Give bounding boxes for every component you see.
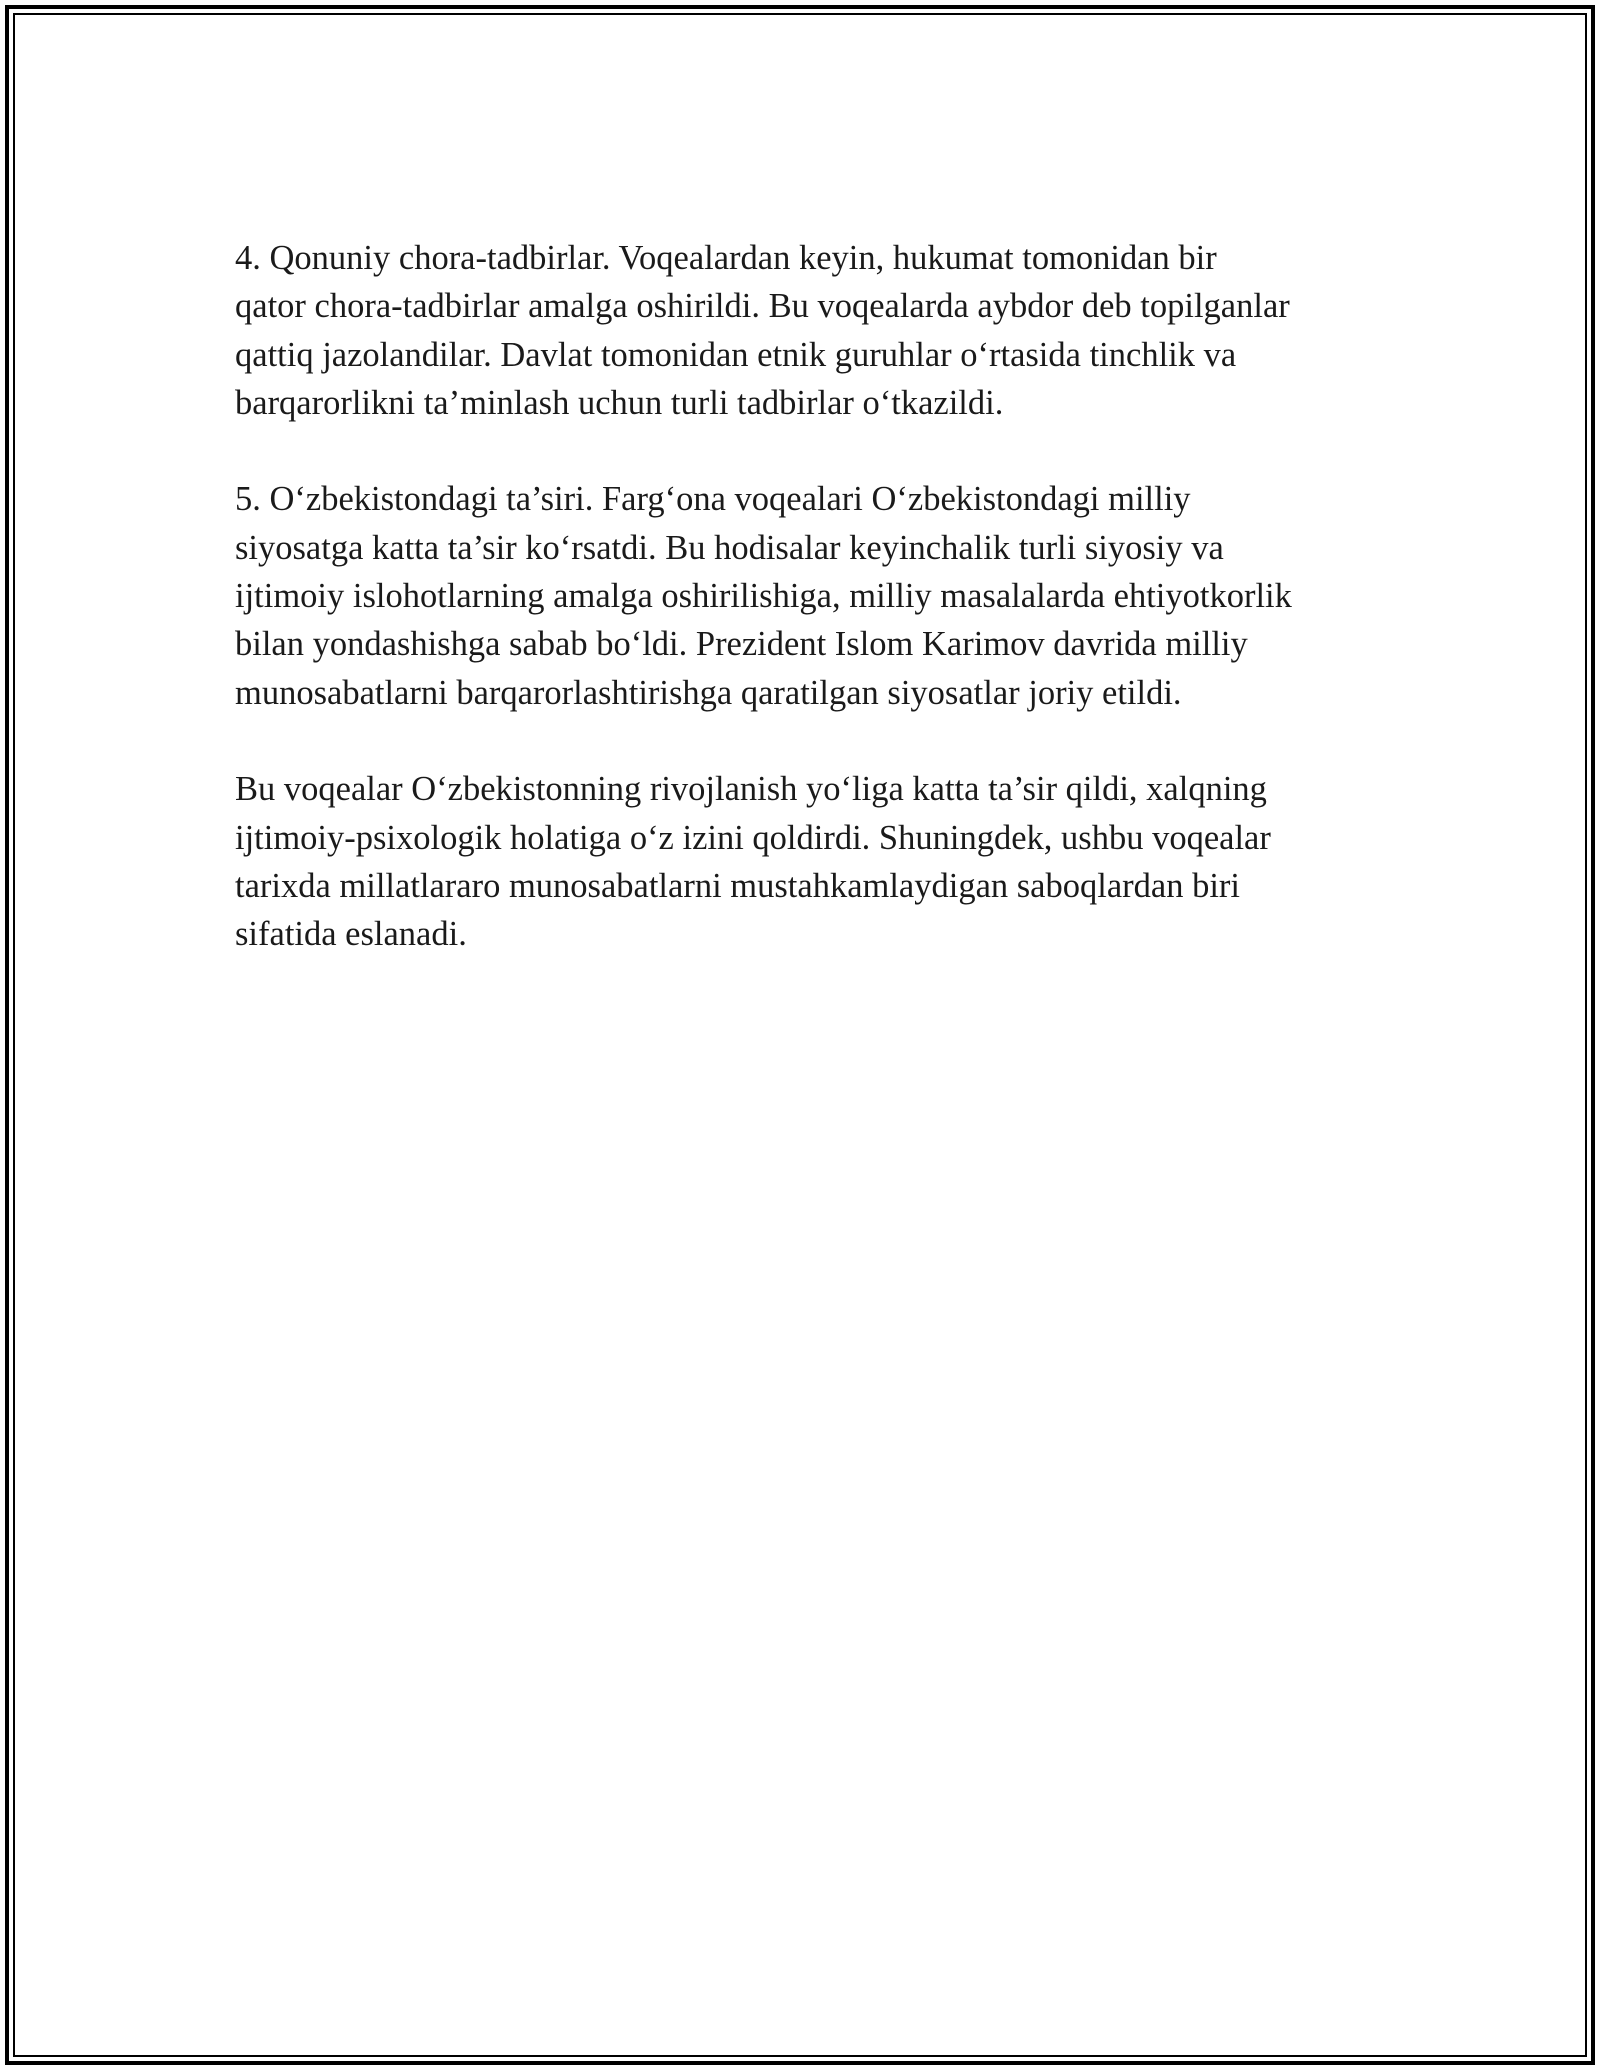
document-body — [235, 234, 1375, 1007]
paragraph-legal-measures: 4. Qonuniy chora-tadbirlar. Voqealardan keyin, hukumat tomonidan bir qator chora-tadbirlar amalga oshirildi. Bu voqealarda aybdor deb topilganlar qattiq jazolandilar. Davlat tomonidan etnik guruhlar o‘rtasida tinchlik va barqarorlikni ta’minlash uchun turli tadbirlar o‘tkazildi. — [235, 239, 1290, 422]
paragraph-conclusion: Bu voqealar O‘zbekistonning rivojlanish yo‘liga katta ta’sir qildi, xalqning ijtimoiy-psixologik holatiga o‘z izini qoldirdi. Shuningdek, ushbu voqealar tarixda millatlararo munosabatlarni mustahkamlaydigan saboqlardan biri sifatida eslanadi. — [235, 770, 1271, 954]
paragraph-impact-on-uzbekistan: 5. O‘zbekistondagi ta’siri. Farg‘ona voqealari O‘zbekistondagi milliy siyosatga katta ta’sir ko‘rsatdi. Bu hodisalar keyinchalik turli siyosiy va ijtimoiy islohotlarning amalga oshirilishiga, milliy masalalarda ehtiyotkorlik bilan yondashishga sabab bo‘ldi. Prezident Islom Karimov davrida milliy munosabatlarni barqarorlashtirishga qaratilgan siyosatlar joriy etildi. — [235, 480, 1292, 712]
